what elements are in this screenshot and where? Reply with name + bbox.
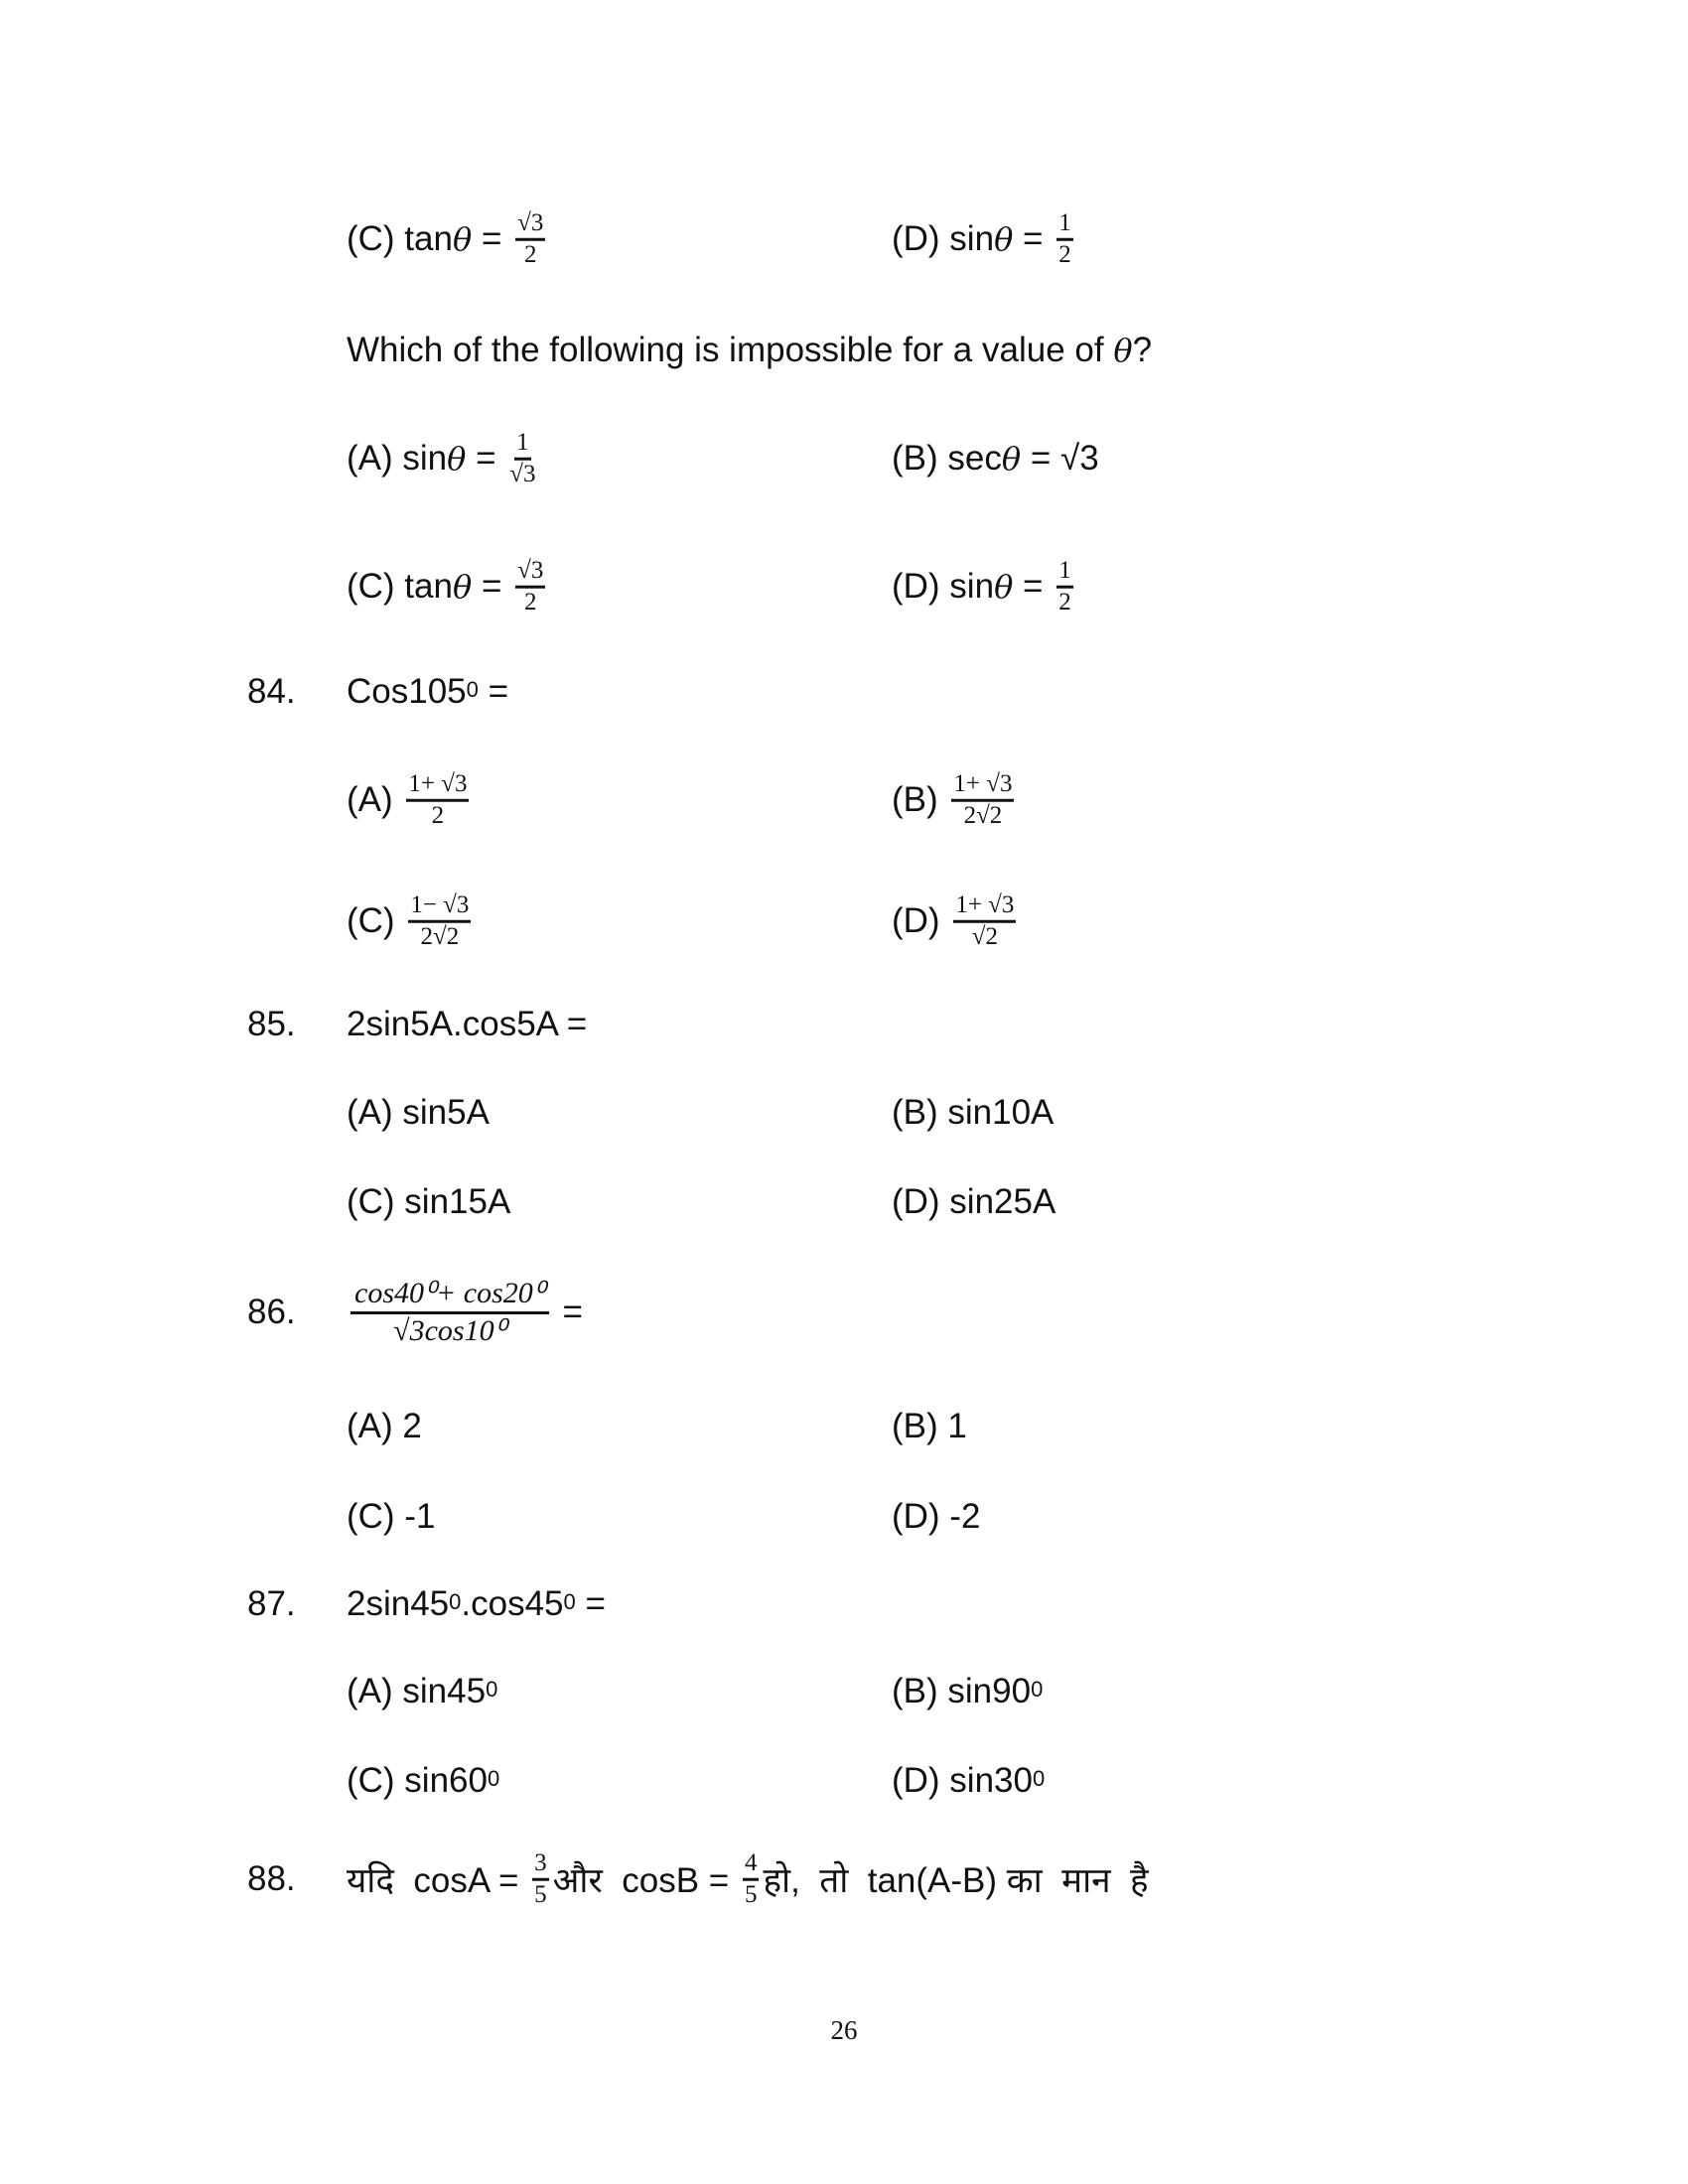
answer-option (892, 1182, 1055, 1222)
denominator: 2√2 (963, 801, 1003, 829)
numerator: 1 (1056, 557, 1073, 589)
fraction (1056, 209, 1073, 270)
question-number: 86. (247, 1293, 296, 1331)
numerator: √3 (515, 557, 545, 589)
text: = √3 (1021, 439, 1099, 478)
question-text (347, 1277, 583, 1348)
text: (C) sin60 (347, 1761, 488, 1800)
theta-symbol: θ (1113, 332, 1133, 369)
theta-symbol: θ (452, 568, 473, 606)
numerator: 1 (514, 429, 531, 461)
text: (D) -2 (892, 1497, 981, 1536)
numerator: 1− √3 (408, 891, 471, 923)
text: = (472, 567, 512, 606)
text: (D) sin30 (892, 1761, 1033, 1800)
denominator: 2 (523, 588, 537, 615)
fraction (408, 891, 471, 952)
theta-symbol: θ (994, 568, 1014, 606)
denominator: 2√2 (420, 922, 460, 950)
question-text (347, 672, 508, 712)
numerator: 1+ √3 (953, 891, 1016, 923)
text: (B) (892, 780, 948, 819)
text: 2sin5A.cos5A = (347, 1005, 588, 1043)
denominator: √3 (509, 460, 536, 487)
text: (C) -1 (347, 1497, 436, 1536)
text: (A) sin5A (347, 1093, 490, 1132)
text: (A) (347, 780, 403, 819)
text: (C) sin15A (347, 1182, 511, 1221)
question-text (347, 331, 1152, 370)
fraction (515, 209, 545, 270)
answer-option (892, 1093, 1054, 1133)
denominator: 2 (523, 240, 537, 268)
question-text (347, 1005, 587, 1044)
text: और cosB = (552, 1860, 739, 1900)
question-number: 84. (247, 672, 296, 711)
answer-option (347, 1182, 510, 1222)
text: (C) tan (347, 219, 453, 258)
fraction (953, 891, 1016, 952)
denominator: √2 (971, 922, 998, 950)
text: यदि cosA = (347, 1860, 529, 1900)
denominator: 2 (431, 801, 445, 829)
text: Cos105 (347, 672, 467, 711)
question-number: 87. (247, 1584, 296, 1623)
text: (D) sin25A (892, 1182, 1056, 1221)
text: (D) sin (892, 219, 995, 258)
text: (B) sin90 (892, 1672, 1032, 1710)
text: (C) (347, 901, 405, 940)
degree-superscript: 0 (487, 1766, 500, 1791)
fraction (406, 770, 469, 831)
text: (A) sin45 (347, 1672, 487, 1710)
text: (B) sec (892, 439, 1002, 478)
text: .cos45 (461, 1584, 564, 1623)
denominator: 5 (744, 1880, 758, 1908)
text: ? (1132, 331, 1153, 369)
text: = (466, 439, 506, 478)
text: = (472, 219, 512, 258)
degree-superscript: 0 (1031, 1677, 1044, 1702)
answer-option (347, 1497, 435, 1537)
theta-symbol: θ (1001, 440, 1022, 478)
answer-option (347, 1672, 497, 1711)
numerator: 1 (1056, 209, 1073, 241)
text: = (552, 1293, 583, 1331)
degree-superscript: 0 (486, 1677, 498, 1702)
answer-option (347, 209, 549, 270)
text: (C) tan (347, 567, 453, 606)
degree-superscript: 0 (466, 677, 479, 702)
answer-option (892, 439, 1099, 478)
theta-symbol: θ (452, 220, 473, 258)
answer-option (892, 1407, 967, 1446)
text: (D) (892, 901, 950, 940)
numerator: √3 (515, 209, 545, 241)
text: = (1013, 219, 1054, 258)
text: = (478, 672, 509, 711)
text: (A) 2 (347, 1407, 422, 1445)
text: (B) 1 (892, 1407, 967, 1445)
denominator: 2 (1058, 240, 1071, 268)
fraction (509, 429, 535, 489)
denominator: 2 (1058, 588, 1071, 615)
answer-option (347, 891, 475, 952)
answer-option (892, 1672, 1043, 1711)
fraction (1056, 557, 1073, 617)
question-number: 85. (247, 1005, 296, 1043)
answer-option (347, 557, 549, 617)
theta-symbol: θ (994, 220, 1014, 258)
text: 2sin45 (347, 1584, 450, 1623)
theta-symbol: θ (447, 440, 467, 478)
text: (A) sin (347, 439, 448, 478)
answer-option (892, 1761, 1045, 1801)
answer-option (347, 1093, 490, 1133)
denominator: √3cos10⁰ (393, 1313, 506, 1347)
text: = (1013, 567, 1054, 606)
degree-superscript: 0 (1032, 1766, 1046, 1791)
fraction (532, 1849, 549, 1910)
fraction (743, 1849, 760, 1910)
answer-option (892, 557, 1077, 617)
answer-option (347, 1761, 499, 1801)
answer-option (347, 770, 473, 831)
text: (B) sin10A (892, 1093, 1055, 1132)
text: = (575, 1584, 606, 1623)
fraction (951, 770, 1014, 831)
question-text (347, 1584, 606, 1624)
answer-option (892, 1497, 980, 1537)
fraction (351, 1277, 549, 1348)
answer-option (892, 209, 1077, 270)
text: Which of the following is impossible for a value of (347, 331, 1114, 369)
numerator: 1+ √3 (406, 770, 469, 802)
numerator: cos40⁰+ cos20⁰ (351, 1277, 549, 1314)
answer-option (347, 1407, 422, 1446)
degree-superscript: 0 (449, 1589, 462, 1614)
degree-superscript: 0 (563, 1589, 576, 1614)
denominator: 5 (534, 1880, 547, 1908)
text: हो, तो tan(A-B) का मान है (763, 1860, 1149, 1900)
answer-option (892, 891, 1020, 952)
answer-option (347, 429, 540, 489)
numerator: 4 (743, 1849, 760, 1881)
question-number: 88. (247, 1859, 296, 1898)
numerator: 1+ √3 (951, 770, 1014, 802)
page-number: 26 (830, 2015, 858, 2045)
fraction (515, 557, 545, 617)
numerator: 3 (532, 1849, 549, 1881)
answer-option (892, 770, 1018, 831)
question-text (347, 1849, 1149, 1910)
text: (D) sin (892, 567, 995, 606)
